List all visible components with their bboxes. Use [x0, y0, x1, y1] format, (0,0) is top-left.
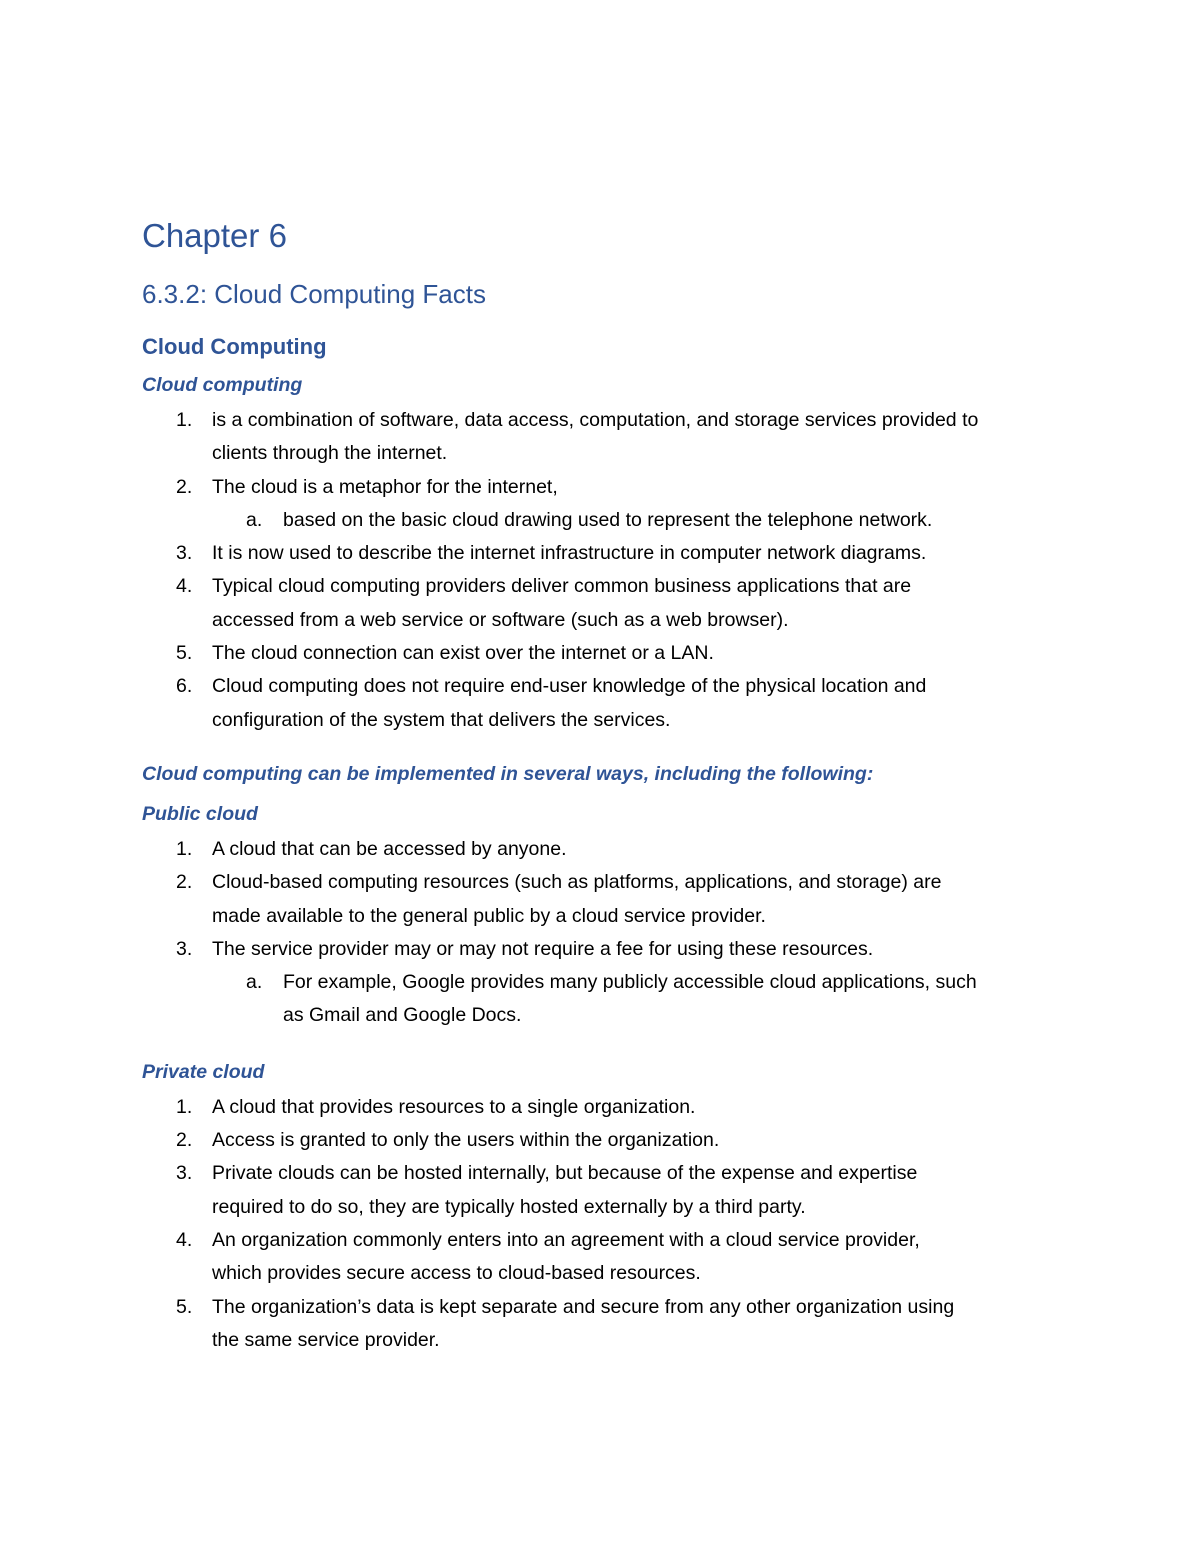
list-number: 3.: [176, 1162, 193, 1185]
list-item: [142, 933, 1070, 966]
list-item: [142, 833, 1070, 866]
list-item: [142, 670, 1070, 737]
list-number: 4.: [176, 1228, 193, 1251]
list-item: [142, 537, 1070, 570]
list-number: 2.: [176, 871, 193, 894]
list-item-text-cont: which provides secure access to cloud-based resources.: [212, 1262, 701, 1285]
list-number: 2.: [176, 1129, 193, 1152]
list-item-text: It is now used to describe the internet infrastructure in computer network diagrams.: [212, 542, 927, 565]
private-cloud-heading: Private cloud: [142, 1060, 265, 1083]
list-number: 1.: [176, 837, 193, 860]
list-item-text-cont: as Gmail and Google Docs.: [283, 1004, 522, 1027]
list-item-text-cont: made available to the general public by a cloud service provider.: [212, 904, 766, 927]
list-item: [142, 1224, 1070, 1291]
list-number: 2.: [176, 475, 193, 498]
list-item-text: The cloud connection can exist over the internet or a LAN.: [212, 642, 714, 665]
list-number: 5.: [176, 1295, 193, 1318]
list-item-text: Access is granted to only the users within the organization.: [212, 1129, 720, 1152]
list-item-text: A cloud that can be accessed by anyone.: [212, 837, 567, 860]
list-item-text: The organization’s data is kept separate and secure from any other organization using: [212, 1295, 955, 1318]
list-number: 3.: [176, 542, 193, 565]
public-cloud-heading: Public cloud: [142, 802, 258, 825]
list-item: [142, 637, 1070, 670]
list-letter: a.: [246, 508, 263, 531]
list-item: [142, 404, 1070, 471]
list-item-text-cont: configuration of the system that delivers the services.: [212, 708, 671, 731]
list-item-text: Cloud-based computing resources (such as platforms, applications, and storage) are: [212, 871, 942, 894]
list-subitem: [142, 966, 1070, 1033]
list-number: 6.: [176, 675, 193, 698]
list-item-text: An organization commonly enters into an agreement with a cloud service provider,: [212, 1228, 920, 1251]
list-number: 3.: [176, 937, 193, 960]
list-item-text: The cloud is a metaphor for the internet,: [212, 475, 558, 498]
list-item-text-cont: required to do so, they are typically hosted externally by a third party.: [212, 1195, 806, 1218]
list-item: [142, 1157, 1070, 1224]
list-number: 1.: [176, 409, 193, 431]
private-cloud-list: [142, 1091, 1070, 1357]
list-item-text: The service provider may or may not require a fee for using these resources.: [212, 937, 874, 960]
list-item-text-cont: clients through the internet.: [212, 442, 448, 465]
implementation-heading: Cloud computing can be implemented in several ways, including the following:: [142, 762, 874, 785]
list-letter: a.: [246, 971, 263, 994]
list-item-text: For example, Google provides many publicly accessible cloud applications, such: [283, 971, 977, 994]
list-item: [142, 1291, 1070, 1358]
section-title: 6.3.2: Cloud Computing Facts: [142, 279, 486, 309]
list-item-text: is a combination of software, data access, computation, and storage services provided to: [212, 409, 979, 431]
list-item-text: A cloud that provides resources to a single organization.: [212, 1095, 696, 1118]
list-item: [142, 1091, 1070, 1124]
list-item-text-cont: accessed from a web service or software (such as a web browser).: [212, 608, 789, 631]
list-item-text: Typical cloud computing providers deliver common business applications that are: [212, 575, 912, 598]
list-number: 1.: [176, 1095, 193, 1118]
list-item-text-cont: the same service provider.: [212, 1328, 440, 1351]
cloud-computing-list: [142, 404, 1070, 737]
list-number: 4.: [176, 575, 193, 598]
list-item: [142, 570, 1070, 637]
list-item: [142, 471, 1070, 504]
list-item-text: Private clouds can be hosted internally, but because of the expense and expertise: [212, 1162, 918, 1185]
subsection-title: Cloud Computing: [142, 334, 327, 359]
chapter-title: Chapter 6: [142, 217, 287, 254]
cloud-computing-heading: Cloud computing: [142, 374, 303, 396]
list-item: [142, 866, 1070, 933]
list-item-text: Cloud computing does not require end-user knowledge of the physical location and: [212, 675, 927, 698]
list-subitem: [142, 504, 1070, 537]
list-number: 5.: [176, 642, 193, 665]
list-item: [142, 1124, 1070, 1157]
list-item-text: based on the basic cloud drawing used to represent the telephone network.: [283, 508, 933, 531]
public-cloud-list: [142, 833, 1070, 1033]
